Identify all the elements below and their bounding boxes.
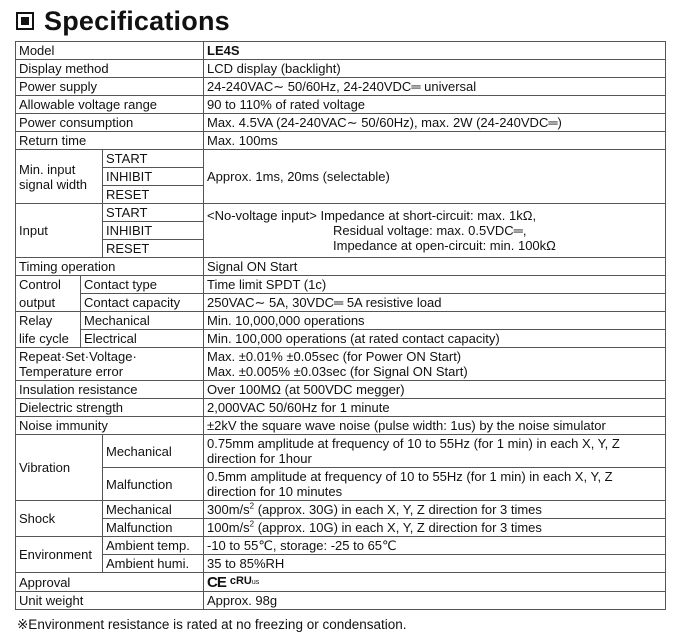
sub-label: Ambient humi. (103, 555, 204, 573)
row-shock (16, 519, 666, 537)
sub-label: Malfunction (103, 468, 204, 501)
sub-label: Mechanical (103, 435, 204, 468)
row-vibration (16, 468, 666, 501)
row-label: Model (16, 42, 204, 60)
row-power-supply (16, 78, 666, 96)
sub-label: Mechanical (103, 501, 204, 519)
shock-mech-desc: (approx. 30G) in each X, Y, Z direction for 3 times (254, 502, 542, 517)
row-value: LCD display (backlight) (204, 60, 666, 78)
row-value: Max. 4.5VA (24-240VAC∼ 50/60Hz), max. 2W (24-240VDC═) (204, 114, 666, 132)
row-label: Unit weight (16, 592, 204, 610)
row-relay-life (16, 330, 666, 348)
row-value: 24-240VAC∼ 50/60Hz, 24-240VDC═ universal (204, 78, 666, 96)
sub-label: Contact capacity (81, 294, 204, 312)
row-label: Display method (16, 60, 204, 78)
square-bullet-icon (16, 12, 34, 30)
row-label: Return time (16, 132, 204, 150)
row-value: Approx. 1ms, 20ms (selectable) (204, 150, 666, 204)
row-control-output (16, 294, 666, 312)
row-value (204, 501, 666, 519)
row-label: Shock (16, 501, 103, 537)
ul-mark-text: cRU (229, 575, 252, 587)
ul-mark-icon (230, 574, 259, 590)
sub-label: Electrical (81, 330, 204, 348)
row-label: output (16, 294, 81, 312)
row-value (204, 519, 666, 537)
row-unit-weight (16, 592, 666, 610)
row-label: Vibration (16, 435, 103, 501)
row-approval (16, 573, 666, 592)
row-environment (16, 537, 666, 555)
input-line-3: Impedance at open-circuit: min. 100kΩ (333, 238, 556, 253)
row-value: Max. 100ms (204, 132, 666, 150)
row-label: Insulation resistance (16, 381, 204, 399)
row-value: Signal ON Start (204, 258, 666, 276)
row-display (16, 60, 666, 78)
row-model (16, 42, 666, 60)
sub-label: Contact type (81, 276, 204, 294)
row-min-input (16, 150, 666, 168)
sub-label: START (103, 150, 204, 168)
sub-label: INHIBIT (103, 222, 204, 240)
input-line-1: <No-voltage input> Impedance at short-circuit: max. 1kΩ, (207, 208, 537, 223)
row-label: Dielectric strength (16, 399, 204, 417)
page-title: Specifications (44, 5, 230, 36)
shock-mech-value: 300m/s (207, 502, 250, 517)
superscript: 2 (249, 519, 255, 529)
row-value: Max. ±0.01% ±0.05sec (for Power ON Start) Max. ±0.005% ±0.03sec (for Signal ON Start) (204, 348, 666, 381)
section-title (16, 4, 230, 38)
row-value: ±2kV the square wave noise (pulse width: 1us) by the noise simulator (204, 417, 666, 435)
row-value (204, 204, 666, 258)
row-label: Control (16, 276, 81, 294)
row-label: Timing operation (16, 258, 204, 276)
row-label: Approval (16, 573, 204, 592)
row-value: Over 100MΩ (at 500VDC megger) (204, 381, 666, 399)
row-value: 0.5mm amplitude at frequency of 10 to 55Hz (for 1 min) in each X, Y, Z direction for 10 minutes (204, 468, 666, 501)
row-vibration (16, 435, 666, 468)
row-label: Min. input signal width (16, 150, 103, 204)
ul-mark-suffix: us (251, 579, 260, 586)
row-value: Min. 100,000 operations (at rated contact capacity) (204, 330, 666, 348)
sub-label: Mechanical (81, 312, 204, 330)
sub-label: START (103, 204, 204, 222)
row-label: Environment (16, 537, 103, 573)
row-value: LE4S (204, 42, 666, 60)
row-label: life cycle (16, 330, 81, 348)
row-shock (16, 501, 666, 519)
sub-label: INHIBIT (103, 168, 204, 186)
row-value: 90 to 110% of rated voltage (204, 96, 666, 114)
row-label: Noise immunity (16, 417, 204, 435)
row-value: 0.75mm amplitude at frequency of 10 to 55Hz (for 1 min) in each X, Y, Z direction for 1hour (204, 435, 666, 468)
shock-malf-value: 100m/s (207, 520, 250, 535)
specifications-table (15, 41, 666, 610)
row-label: Repeat·Set·Voltage· Temperature error (16, 348, 204, 381)
sub-label: Ambient temp. (103, 537, 204, 555)
row-value: Approx. 98g (204, 592, 666, 610)
row-control-output (16, 276, 666, 294)
ce-mark-icon: CE (207, 573, 226, 591)
row-relay-life (16, 312, 666, 330)
row-value: Min. 10,000,000 operations (204, 312, 666, 330)
row-return-time (16, 132, 666, 150)
input-line-2: Residual voltage: max. 0.5VDC═, (333, 223, 527, 238)
row-label: Power supply (16, 78, 204, 96)
row-value: 2,000VAC 50/60Hz for 1 minute (204, 399, 666, 417)
row-repeat-error (16, 348, 666, 381)
certification-marks (207, 574, 259, 590)
row-insulation (16, 381, 666, 399)
row-value: Time limit SPDT (1c) (204, 276, 666, 294)
row-power-consumption (16, 114, 666, 132)
row-value: 35 to 85%RH (204, 555, 666, 573)
row-value: -10 to 55℃, storage: -25 to 65℃ (204, 537, 666, 555)
row-noise (16, 417, 666, 435)
row-label: Power consumption (16, 114, 204, 132)
sub-label: RESET (103, 186, 204, 204)
row-value: 250VAC∼ 5A, 30VDC═ 5A resistive load (204, 294, 666, 312)
row-voltage-range (16, 96, 666, 114)
shock-malf-desc: (approx. 10G) in each X, Y, Z direction for 3 times (254, 520, 542, 535)
row-input (16, 204, 666, 222)
row-value (204, 573, 666, 592)
row-timing-operation (16, 258, 666, 276)
row-dielectric (16, 399, 666, 417)
row-label: Relay (16, 312, 81, 330)
superscript: 2 (249, 501, 255, 511)
sub-label: RESET (103, 240, 204, 258)
footnote: ※Environment resistance is rated at no freezing or condensation. (17, 617, 407, 632)
row-environment (16, 555, 666, 573)
row-label: Input (16, 204, 103, 258)
sub-label: Malfunction (103, 519, 204, 537)
row-label: Allowable voltage range (16, 96, 204, 114)
